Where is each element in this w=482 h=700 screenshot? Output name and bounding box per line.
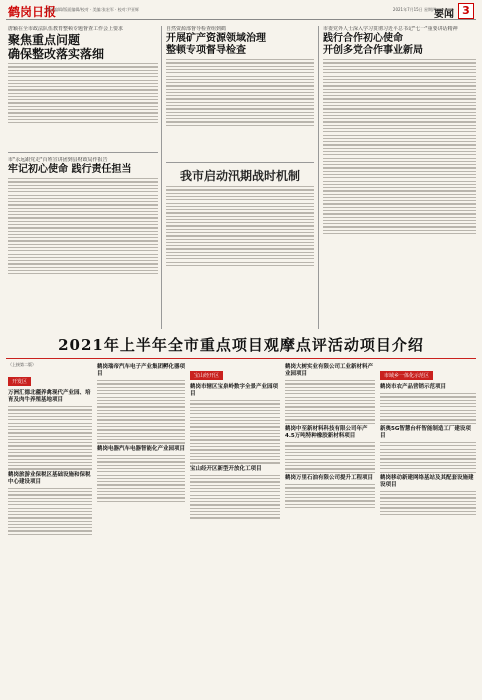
- project-body-placeholder: [285, 442, 375, 473]
- projects-col-2: [97, 362, 185, 696]
- article-headline-line-2: 整顿专项督导检查: [166, 45, 246, 56]
- project-body-placeholder: [285, 484, 375, 508]
- projects-col-1: [8, 362, 92, 696]
- project-body-placeholder: [380, 393, 476, 424]
- issue-date: 2021年7月15日 星期四: [392, 7, 436, 12]
- zone-tag: 市域乡一体化示范区: [380, 371, 433, 380]
- article-flood-season: [166, 184, 314, 330]
- project-title: 宝山经开区新型开放化工项目: [190, 465, 262, 472]
- article-headline-line-1: 聚焦重点问题: [8, 33, 81, 47]
- article-kicker: 唐颖在全市政法队伍教育整顿专题督查工作会上要求: [8, 26, 124, 32]
- section-name: 要闻: [434, 9, 454, 20]
- zone-tag: 宝山经开区: [190, 371, 223, 380]
- project-title: 鹤岗电器汽车电器智能化产业园项目: [97, 445, 185, 452]
- article-party-cooperation: [323, 26, 476, 329]
- article-mineral-resources: [166, 26, 314, 164]
- article-body-placeholder: [323, 59, 476, 234]
- projects-col-4: [285, 362, 375, 696]
- project-body-placeholder: [8, 488, 92, 535]
- article-kicker: 市委党外人士深入学习贯彻习近平总书记"七一"重要讲话精神: [323, 26, 458, 32]
- project-title: 鹤岗瑞帝汽车电子产业集团孵化器项目: [97, 364, 185, 377]
- project-body-placeholder: [97, 455, 185, 502]
- divider: [318, 26, 319, 329]
- article-headline-line-1: 践行合作初心使命: [323, 33, 403, 44]
- feature-title: 2021年上半年全市重点项目观摩点评活动项目介绍: [58, 336, 424, 354]
- project-body-placeholder: [8, 406, 92, 470]
- page-number: 3: [458, 3, 474, 19]
- divider: [161, 26, 162, 329]
- feature-band: [6, 334, 476, 356]
- projects-col-3: [190, 362, 280, 696]
- project-title: 鹤岗移动新建网络基站及其配套设施建设项目: [380, 474, 474, 488]
- project-body-placeholder: [380, 442, 476, 473]
- article-headline-line-1: 开展矿产资源领域治理: [166, 33, 266, 44]
- project-body-placeholder: [380, 491, 476, 515]
- article-headline: 牢记初心使命 践行责任担当: [8, 164, 132, 175]
- article-politics-inspection: [8, 26, 158, 156]
- project-title: 鹤岗大树实业有限公司工业新材料产业园项目: [285, 364, 374, 377]
- continued-note: （上接第二版）: [8, 362, 36, 367]
- project-title: 新奥5G智慧台杆智能制造工厂建设项目: [380, 425, 471, 439]
- article-headline-line-2: 开创多党合作事业新局: [323, 45, 423, 56]
- project-title: 鹤岗旅游业保税区基础设施和保税中心建设项目: [8, 471, 91, 485]
- zone-tag: 开发区: [8, 377, 31, 386]
- project-title: 鹤岗万里石油有限公司提升工程项目: [285, 474, 374, 481]
- project-body-placeholder: [190, 475, 280, 519]
- project-body-placeholder: [97, 380, 185, 444]
- project-title: 鹤岗市农产品营销示范项目: [380, 384, 447, 390]
- divider: [166, 162, 314, 163]
- newspaper-logo: 鹤岗日报: [8, 5, 57, 19]
- article-lecture-report: [8, 157, 158, 329]
- article-body-placeholder: [8, 63, 158, 123]
- masthead: [6, 2, 476, 20]
- project-title: 鹤岗市辖区宝泉岭数字全景产业园项目: [190, 384, 279, 397]
- project-title: 鹤岗中至新材料科技有限公司年产4.5万吨特种橡胶新材料项目: [285, 426, 368, 440]
- article-body-placeholder: [166, 186, 314, 266]
- article-body-placeholder: [8, 178, 158, 274]
- divider: [8, 152, 158, 153]
- article-kicker: 自然资源部督导检查组到鹤: [166, 26, 227, 32]
- divider: [6, 358, 476, 359]
- article-kicker: 市"永远跟党走"百姓宣讲团到县财政局作报告: [8, 157, 108, 163]
- project-title: 万洲汇德北疆养禽现代产业园、培育及肉牛养殖基地项目: [8, 390, 91, 403]
- editor-meta: 责任编辑/版面编辑/校对 · 美编:张宏军 · 校对:尹亚辉: [46, 7, 140, 12]
- projects-col-5: [380, 362, 476, 696]
- article-body-placeholder: [166, 59, 314, 126]
- project-body-placeholder: [190, 400, 280, 464]
- project-body-placeholder: [285, 380, 375, 424]
- article-headline-line-2: 确保整改落实落细: [8, 47, 105, 61]
- center-headline: 我市启动汛期战时机制: [179, 169, 300, 183]
